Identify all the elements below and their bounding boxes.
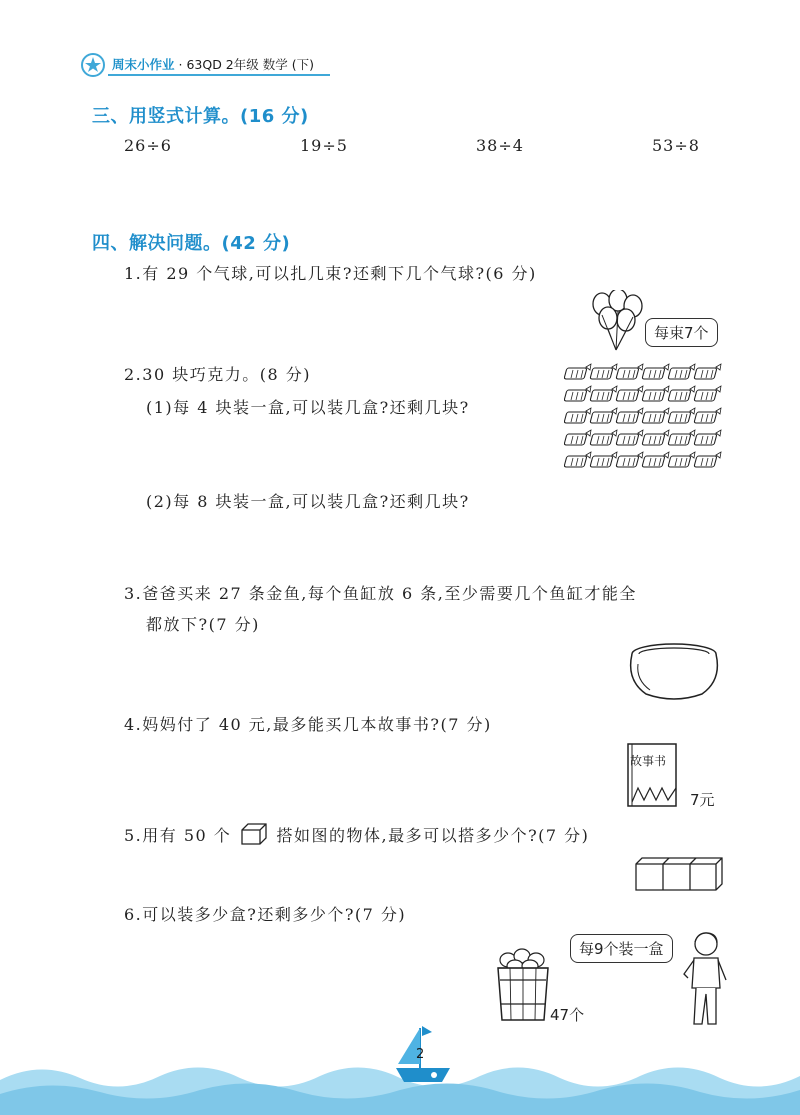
problem-1: 26÷6	[124, 136, 172, 155]
header-brand: 周末小作业	[112, 57, 175, 72]
fruit-basket-icon	[494, 944, 552, 1024]
balloons-icon	[588, 290, 648, 356]
section4-title: 四、解决问题。(42 分)	[92, 233, 291, 254]
question-4: 4.妈妈付了 40 元,最多能买几本故事书?(7 分)	[124, 715, 492, 734]
header-rule	[108, 74, 330, 76]
question-6: 6.可以装多少盒?还剩多少个?(7 分)	[124, 905, 407, 924]
balloon-label: 每束7个	[645, 318, 718, 347]
chocolates-icon	[564, 362, 724, 474]
boy-icon	[680, 930, 728, 1030]
question-5-text-b: 搭如图的物体,最多可以搭多少个?(7 分)	[276, 826, 590, 845]
header-info: · 63QD 2年级 数学 (下)	[178, 57, 314, 72]
logo-icon	[80, 52, 110, 78]
header-text	[112, 55, 314, 73]
page-header	[80, 52, 330, 78]
question-2: 2.30 块巧克力。(8 分)	[124, 365, 311, 384]
speech-bubble: 每9个装一盒	[570, 934, 673, 963]
cube-row-icon	[634, 856, 724, 892]
question-5-text-a: 5.用有 50 个	[124, 826, 232, 845]
question-1: 1.有 29 个气球,可以扎几束?还剩下几个气球?(6 分)	[124, 264, 537, 283]
section3-title: 三、用竖式计算。(16 分)	[92, 106, 309, 127]
cube-icon	[240, 822, 268, 846]
question-2-part-1: (1)每 4 块装一盒,可以装几盒?还剩几块?	[146, 398, 470, 417]
fish-bowl-icon	[624, 640, 724, 702]
page-number: 2	[416, 1047, 425, 1062]
basket-count: 47个	[550, 1006, 585, 1024]
storybook-title: 故事书	[630, 754, 667, 768]
storybook-price: 7元	[690, 791, 715, 809]
question-2-part-2: (2)每 8 块装一盒,可以装几盒?还剩几块?	[146, 492, 470, 511]
problem-2: 19÷5	[300, 136, 348, 155]
problem-4: 53÷8	[652, 136, 700, 155]
problem-3: 38÷4	[476, 136, 524, 155]
question-3-line-1: 3.爸爸买来 27 条金鱼,每个鱼缸放 6 条,至少需要几个鱼缸才能全	[124, 584, 637, 603]
question-5	[124, 822, 589, 846]
question-3-line-2: 都放下?(7 分)	[146, 615, 260, 634]
